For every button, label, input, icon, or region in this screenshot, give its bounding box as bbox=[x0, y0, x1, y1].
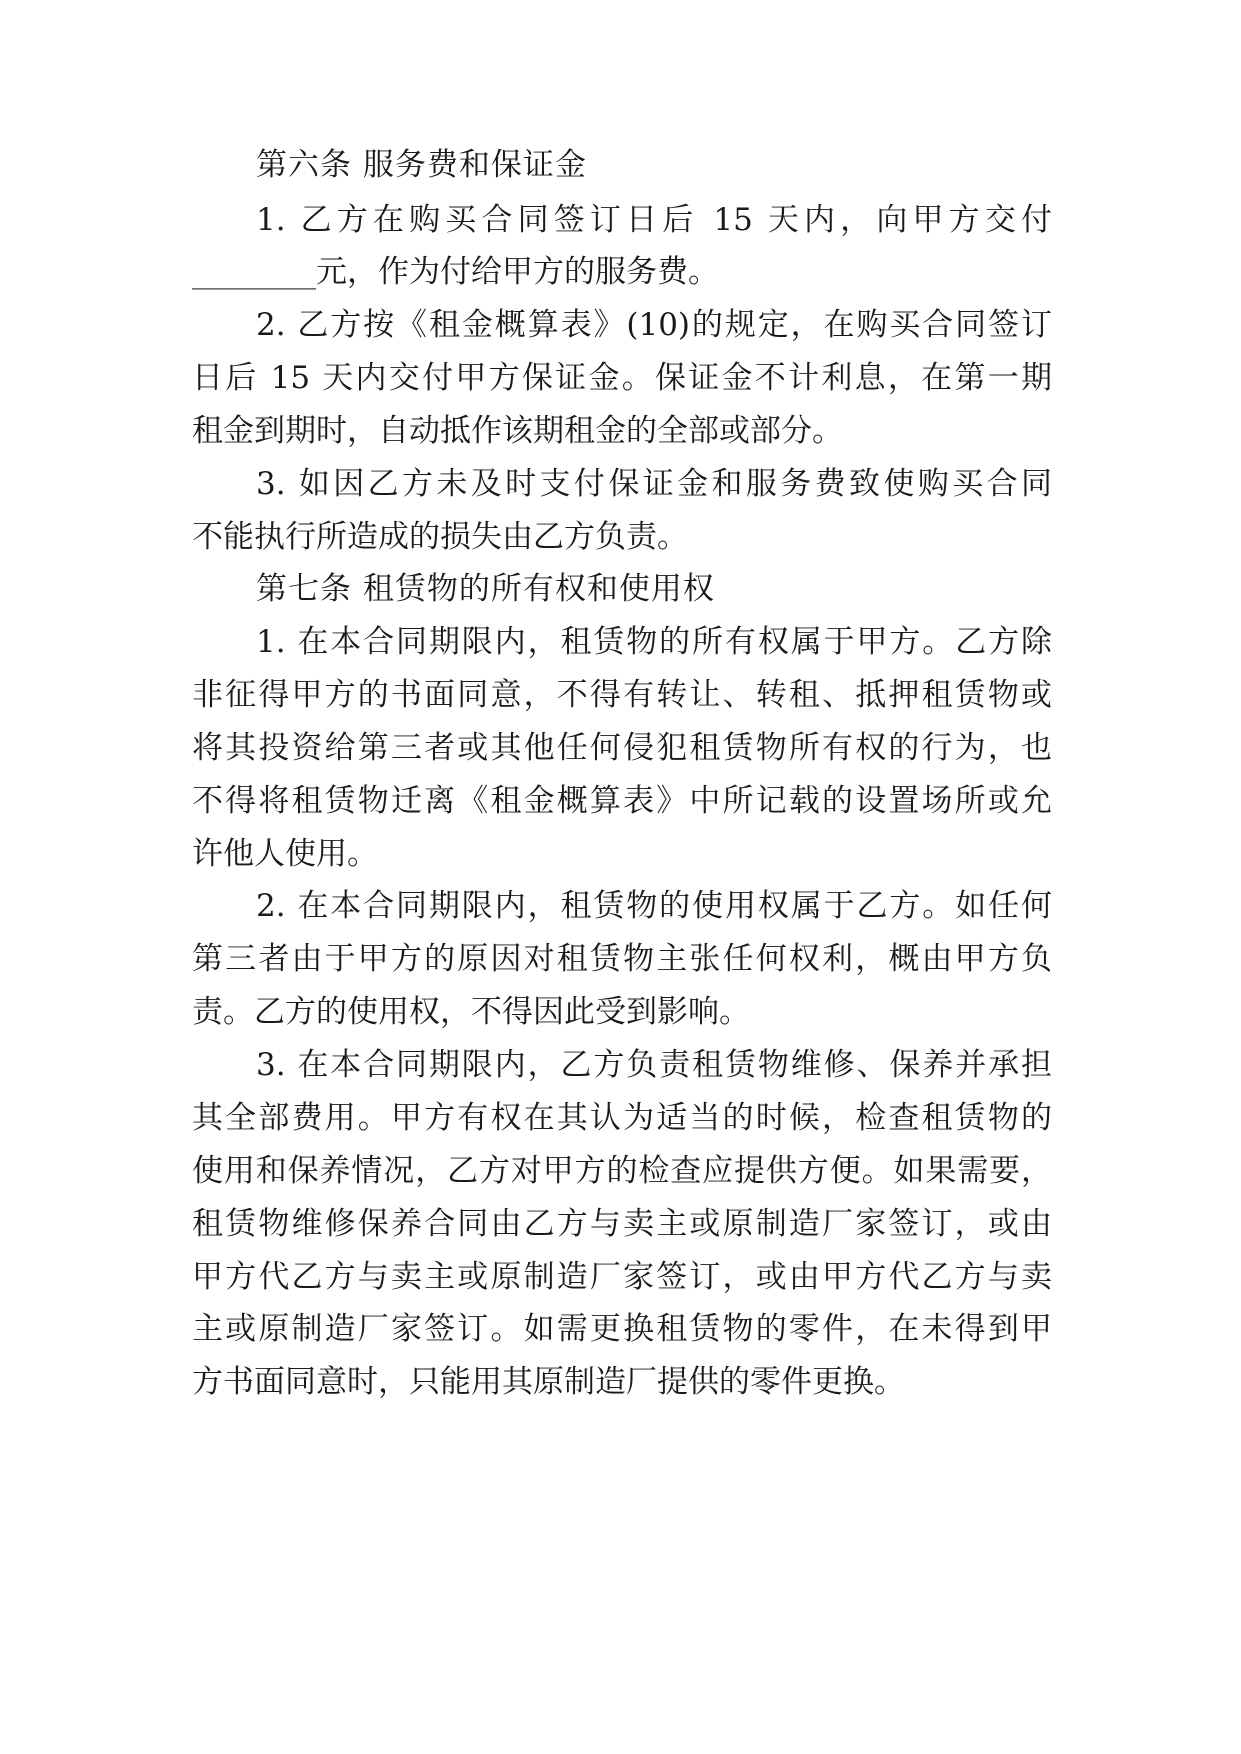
article-7-p3-line4: 租赁物维修保养合同由乙方与卖主或原制造厂家签订，或由 bbox=[192, 1206, 1052, 1242]
article-6-p2-line3: 租金到期时，自动抵作该期租金的全部或部分。 bbox=[192, 413, 843, 449]
article-7-p2-line3: 责。乙方的使用权，不得因此受到影响。 bbox=[192, 994, 750, 1030]
article-7-p3-line3: 使用和保养情况，乙方对甲方的检查应提供方便。如果需要， bbox=[192, 1153, 1052, 1189]
article-6-p1-line2-text: 元，作为付给甲方的服务费。 bbox=[316, 254, 719, 290]
article-7-p3-line5: 甲方代乙方与卖主或原制造厂家签订，或由甲方代乙方与卖 bbox=[192, 1259, 1052, 1295]
article-7-p3-line2: 其全部费用。甲方有权在其认为适当的时候，检查租赁物的 bbox=[192, 1100, 1052, 1136]
article-6-heading: 第六条 服务费和保证金 bbox=[256, 147, 587, 183]
article-6-p2-line2: 日后 15 天内交付甲方保证金。保证金不计利息，在第一期 bbox=[192, 360, 1052, 396]
fill-in-blank: ________ bbox=[192, 254, 316, 290]
article-7-p1-line4: 不得将租赁物迁离《租金概算表》中所记载的设置场所或允 bbox=[192, 783, 1052, 819]
article-6-p2-line1: 2. 乙方按《租金概算表》(10)的规定，在购买合同签订 bbox=[256, 307, 1052, 343]
article-7-p2-line1: 2. 在本合同期限内，租赁物的使用权属于乙方。如任何 bbox=[256, 888, 1052, 924]
article-6-p1-line1: 1. 乙方在购买合同签订日后 15 天内，向甲方交付 bbox=[256, 202, 1052, 238]
article-6-p1-line2 bbox=[192, 244, 1052, 300]
article-6-p3-line2: 不能执行所造成的损失由乙方负责。 bbox=[192, 519, 688, 555]
article-6-p3-line1: 3. 如因乙方未及时支付保证金和服务费致使购买合同 bbox=[256, 466, 1052, 502]
article-7-p1-line5: 许他人使用。 bbox=[192, 836, 378, 872]
article-7-heading: 第七条 租赁物的所有权和使用权 bbox=[256, 571, 715, 607]
article-7-p3-line1: 3. 在本合同期限内，乙方负责租赁物维修、保养并承担 bbox=[256, 1047, 1052, 1083]
article-7-p1-line2: 非征得甲方的书面同意，不得有转让、转租、抵押租赁物或 bbox=[192, 677, 1052, 713]
article-7-p3-line6: 主或原制造厂家签订。如需更换租赁物的零件，在未得到甲 bbox=[192, 1311, 1052, 1347]
article-7-p1-line1: 1. 在本合同期限内，租赁物的所有权属于甲方。乙方除 bbox=[256, 624, 1052, 660]
article-7-p3-line7: 方书面同意时，只能用其原制造厂提供的零件更换。 bbox=[192, 1364, 905, 1400]
article-7-p2-line2: 第三者由于甲方的原因对租赁物主张任何权利，概由甲方负 bbox=[192, 941, 1052, 977]
article-7-p1-line3: 将其投资给第三者或其他任何侵犯租赁物所有权的行为，也 bbox=[192, 730, 1052, 766]
